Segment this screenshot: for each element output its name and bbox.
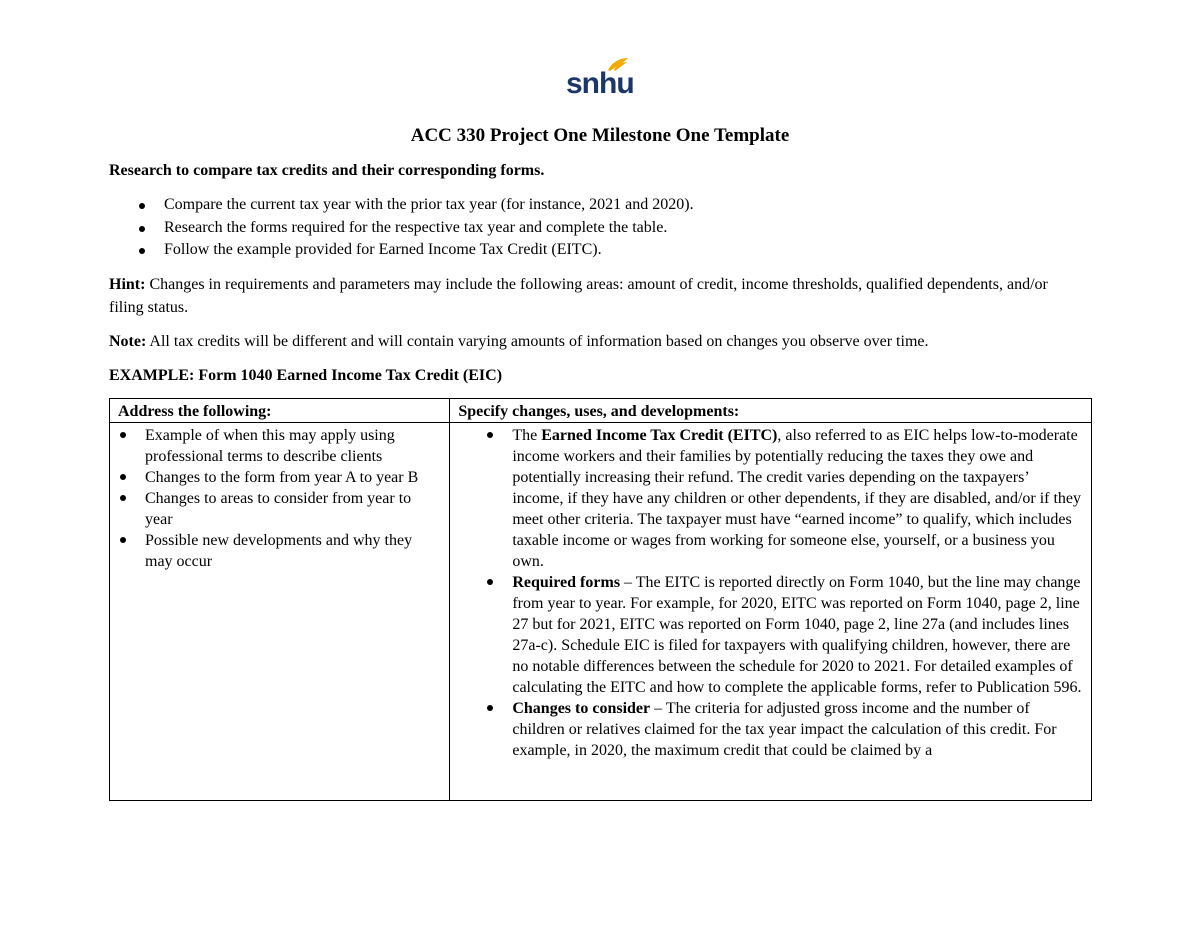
example-heading: EXAMPLE: Form 1040 Earned Income Tax Credit (EIC): [109, 367, 503, 384]
bullet-icon: [139, 203, 145, 209]
list-item: Possible new developments and why they may occur: [118, 530, 441, 572]
list-item: Example of when this may apply using professional terms to describe clients: [118, 425, 441, 467]
bullet-icon: [120, 474, 126, 480]
list-item: Follow the example provided for Earned Income Tax Credit (EITC).: [109, 240, 1109, 263]
list-item: Changes to areas to consider from year to year: [118, 488, 441, 530]
instruction-list: [109, 195, 1109, 263]
table-cell-specify: [450, 423, 1092, 801]
bullet-icon: [139, 226, 145, 232]
example-table: [109, 398, 1092, 801]
bullet-icon: [139, 248, 145, 254]
table-header-row: [110, 399, 1092, 423]
address-list: [118, 425, 441, 572]
hint-label: Hint:: [109, 276, 146, 293]
table-cell-address: [110, 423, 450, 801]
list-item: Compare the current tax year with the prior tax year (for instance, 2021 and 2020).: [109, 195, 1109, 218]
page-title: ACC 330 Project One Milestone One Template: [410, 125, 790, 146]
bullet-icon: [120, 495, 126, 501]
list-item: Changes to consider – The criteria for adjusted gross income and the number of children or relatives claimed for the tax year impact the calculation of this credit. For example, in 2020, the maximum credit that could be claimed by a: [458, 698, 1083, 761]
list-item: The Earned Income Tax Credit (EITC), also referred to as EIC helps low-to-moderate income workers and their families by potentially reducing the taxes they owe and potentially increasing their refund. The credit varies depending on the taxpayers’ income, if they have any children or other dependents, if they are disabled, and/or if they meet other criteria. The taxpayer must have “earned income” to qualify, which includes taxable income or wages from working for someone else, yourself, or a business you own.: [458, 425, 1083, 572]
list-item: Research the forms required for the respective tax year and complete the table.: [109, 218, 1109, 241]
intro-heading: Research to compare tax credits and their corresponding forms.: [109, 162, 545, 179]
specify-list: [458, 425, 1083, 761]
table-header-address: Address the following:: [110, 399, 450, 423]
bullet-icon: [120, 537, 126, 543]
bullet-icon: [120, 432, 126, 438]
bullet-icon: [487, 579, 493, 585]
table-header-specify: Specify changes, uses, and developments:: [450, 399, 1092, 423]
table-row: [110, 423, 1092, 801]
note-text: All tax credits will be different and will contain varying amounts of information based on changes you observe over time.: [146, 333, 929, 350]
note-label: Note:: [109, 333, 147, 350]
hint-paragraph: [109, 273, 1069, 319]
bullet-icon: [487, 705, 493, 711]
logo-text: snhu: [566, 67, 634, 100]
leaf-flame-icon: [606, 56, 630, 72]
bullet-icon: [487, 432, 493, 438]
list-item: Required forms – The EITC is reported directly on Form 1040, but the line may change from year to year. For example, for 2020, EITC was reported on Form 1040, page 2, line 27 but for 2021, EITC was reported on Form 1040, page 2, line 27a (and includes lines 27a-c). Schedule EIC is filed for taxpayers with qualifying children, however, there are no notable differences between the schedule for 2020 to 2021. For detailed examples of calculating the EITC and how to complete the applicable forms, refer to Publication 596.: [458, 572, 1083, 698]
hint-text: Changes in requirements and parameters may include the following areas: amount of credit, income thresholds, qualified dependents, and/or filing status.: [109, 276, 1048, 316]
list-item: Changes to the form from year A to year B: [118, 467, 441, 488]
snhu-logo: [566, 56, 634, 102]
note-paragraph: [109, 330, 1069, 353]
